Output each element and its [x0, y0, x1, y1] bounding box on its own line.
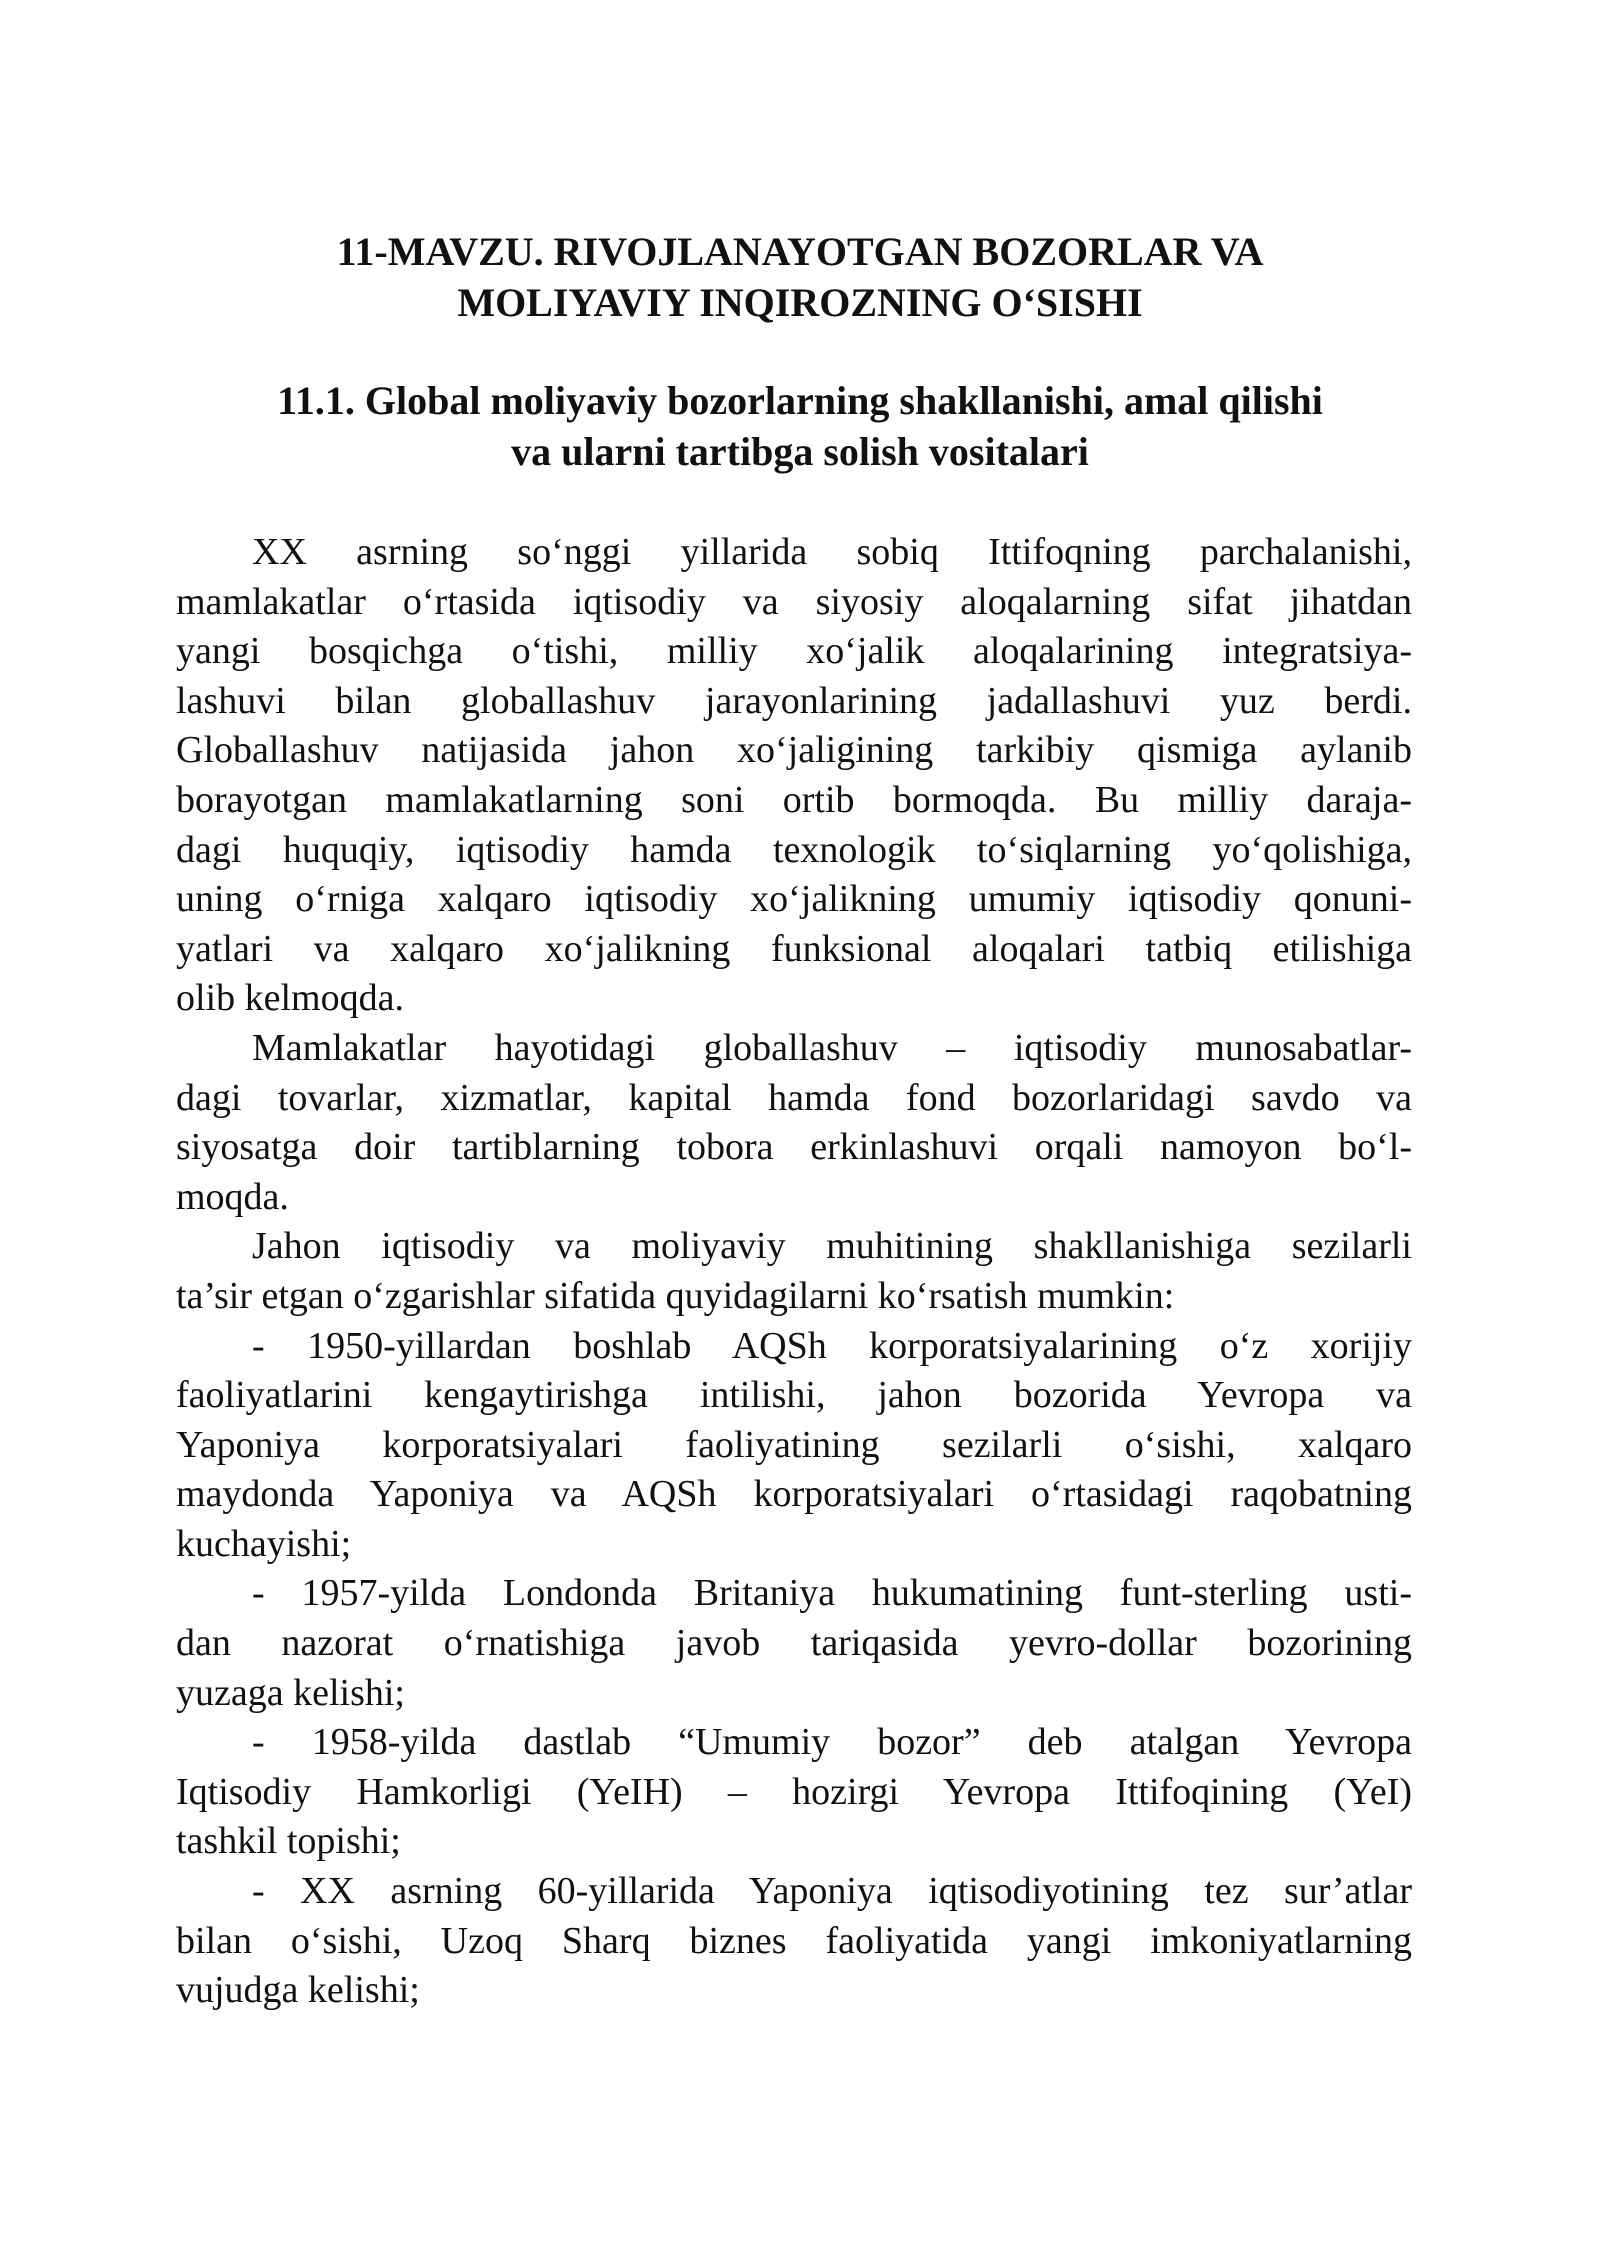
paragraph-line: - 1950-yillardan boshlab AQSh korporatsiyalarining o‘z xorijiy: [252, 1324, 1412, 1367]
paragraph-line: Yaponiya korporatsiyalari faoliyatining sezilarli o‘sishi, xalqaro: [176, 1423, 1412, 1466]
section-title-line-2: va ularni tartibga solish vositalari: [511, 429, 1089, 474]
body-paragraph: [176, 1718, 1412, 1867]
paragraph-line: XX asrning so‘nggi yillarida sobiq Ittifoqning parchalanishi,: [252, 531, 1412, 573]
paragraph-line: - 1958-yilda dastlab “Umumiy bozor” deb atalgan Yevropa: [252, 1721, 1412, 1764]
chapter-title-line-1: 11-MAVZU. RIVOJLANAYOTGAN BOZORLAR VA: [336, 229, 1264, 274]
paragraph-line: Globallashuv natijasida jahon xo‘jaligining tarkibiy qismiga aylanib: [176, 729, 1412, 772]
paragraph-line: siyosatga doir tartiblarning tobora erkinlashuvi orqali namoyon bo‘l-: [176, 1126, 1412, 1169]
section-title-line-1: 11.1. Global moliyaviy bozorlarning shakllanishi, amal qilishi: [277, 378, 1323, 423]
chapter-title-line-2: MOLIYAVIY INQIROZNING O‘SISHI: [457, 280, 1143, 325]
body-paragraph: [176, 1024, 1412, 1222]
paragraph-line: yatlari va xalqaro xo‘jalikning funksional aloqalari tatbiq etilishiga: [176, 927, 1412, 970]
body-paragraph: [176, 1867, 1412, 2016]
paragraph-line: uning o‘rniga xalqaro iqtisodiy xo‘jalikning umumiy iqtisodiy qonuni-: [176, 878, 1412, 921]
paragraph-line: dan nazorat o‘rnatishiga javob tariqasida yevro-dollar bozorining: [176, 1622, 1412, 1665]
body-text: [176, 528, 1412, 2016]
paragraph-line: Mamlakatlar hayotidagi globallashuv – iqtisodiy munosabatlar-: [252, 1026, 1412, 1069]
body-paragraph: [176, 1322, 1412, 1570]
body-paragraph: [176, 1569, 1412, 1718]
paragraph-line: Jahon iqtisodiy va moliyaviy muhitining shakllanishiga sezilarli: [252, 1225, 1412, 1268]
paragraph-line: dagi tovarlar, xizmatlar, kapital hamda fond bozorlaridagi savdo va: [176, 1076, 1412, 1119]
paragraph-line: - 1957-yilda Londonda Britaniya hukumatining funt-sterling usti-: [252, 1572, 1412, 1615]
paragraph-line: bilan o‘sishi, Uzoq Sharq biznes faoliyatida yangi imkoniyatlarning: [176, 1919, 1412, 1962]
chapter-title: [176, 226, 1424, 328]
paragraph-line: - XX asrning 60-yillarida Yaponiya iqtisodiyotining tez sur’atlar: [252, 1870, 1412, 1913]
paragraph-line: yangi bosqichga o‘tishi, milliy xo‘jalik aloqalarining integratsiya-: [176, 630, 1412, 673]
paragraph-line: kuchayishi;: [176, 1522, 352, 1565]
paragraph-line: tashkil topishi;: [176, 1820, 401, 1863]
paragraph-line: faoliyatlarini kengaytirishga intilishi, jahon bozorida Yevropa va: [176, 1374, 1412, 1417]
section-title: [176, 375, 1424, 477]
paragraph-line: olib kelmoqda.: [176, 977, 404, 1020]
paragraph-line: yuzaga kelishi;: [176, 1671, 405, 1714]
paragraph-line: vujudga kelishi;: [176, 1969, 420, 2012]
body-paragraph: [176, 1222, 1412, 1321]
body-paragraph: [176, 528, 1412, 1024]
paragraph-line: mamlakatlar o‘rtasida iqtisodiy va siyosiy aloqalarning sifat jihatdan: [176, 580, 1412, 623]
paragraph-line: maydonda Yaponiya va AQSh korporatsiyalari o‘rtasidagi raqobatning: [176, 1473, 1412, 1516]
paragraph-line: borayotgan mamlakatlarning soni ortib bormoqda. Bu milliy daraja-: [176, 778, 1412, 821]
paragraph-line: moqda.: [176, 1175, 289, 1218]
paragraph-line: Iqtisodiy Hamkorligi (YeIH) – hozirgi Yevropa Ittifoqining (YeI): [176, 1770, 1412, 1813]
paragraph-line: ta’sir etgan o‘zgarishlar sifatida quyidagilarni ko‘rsatish mumkin:: [176, 1274, 1175, 1317]
paragraph-line: dagi huquqiy, iqtisodiy hamda texnologik to‘siqlarning yo‘qolishiga,: [176, 828, 1412, 871]
paragraph-line: lashuvi bilan globallashuv jarayonlarining jadallashuvi yuz berdi.: [176, 679, 1412, 722]
